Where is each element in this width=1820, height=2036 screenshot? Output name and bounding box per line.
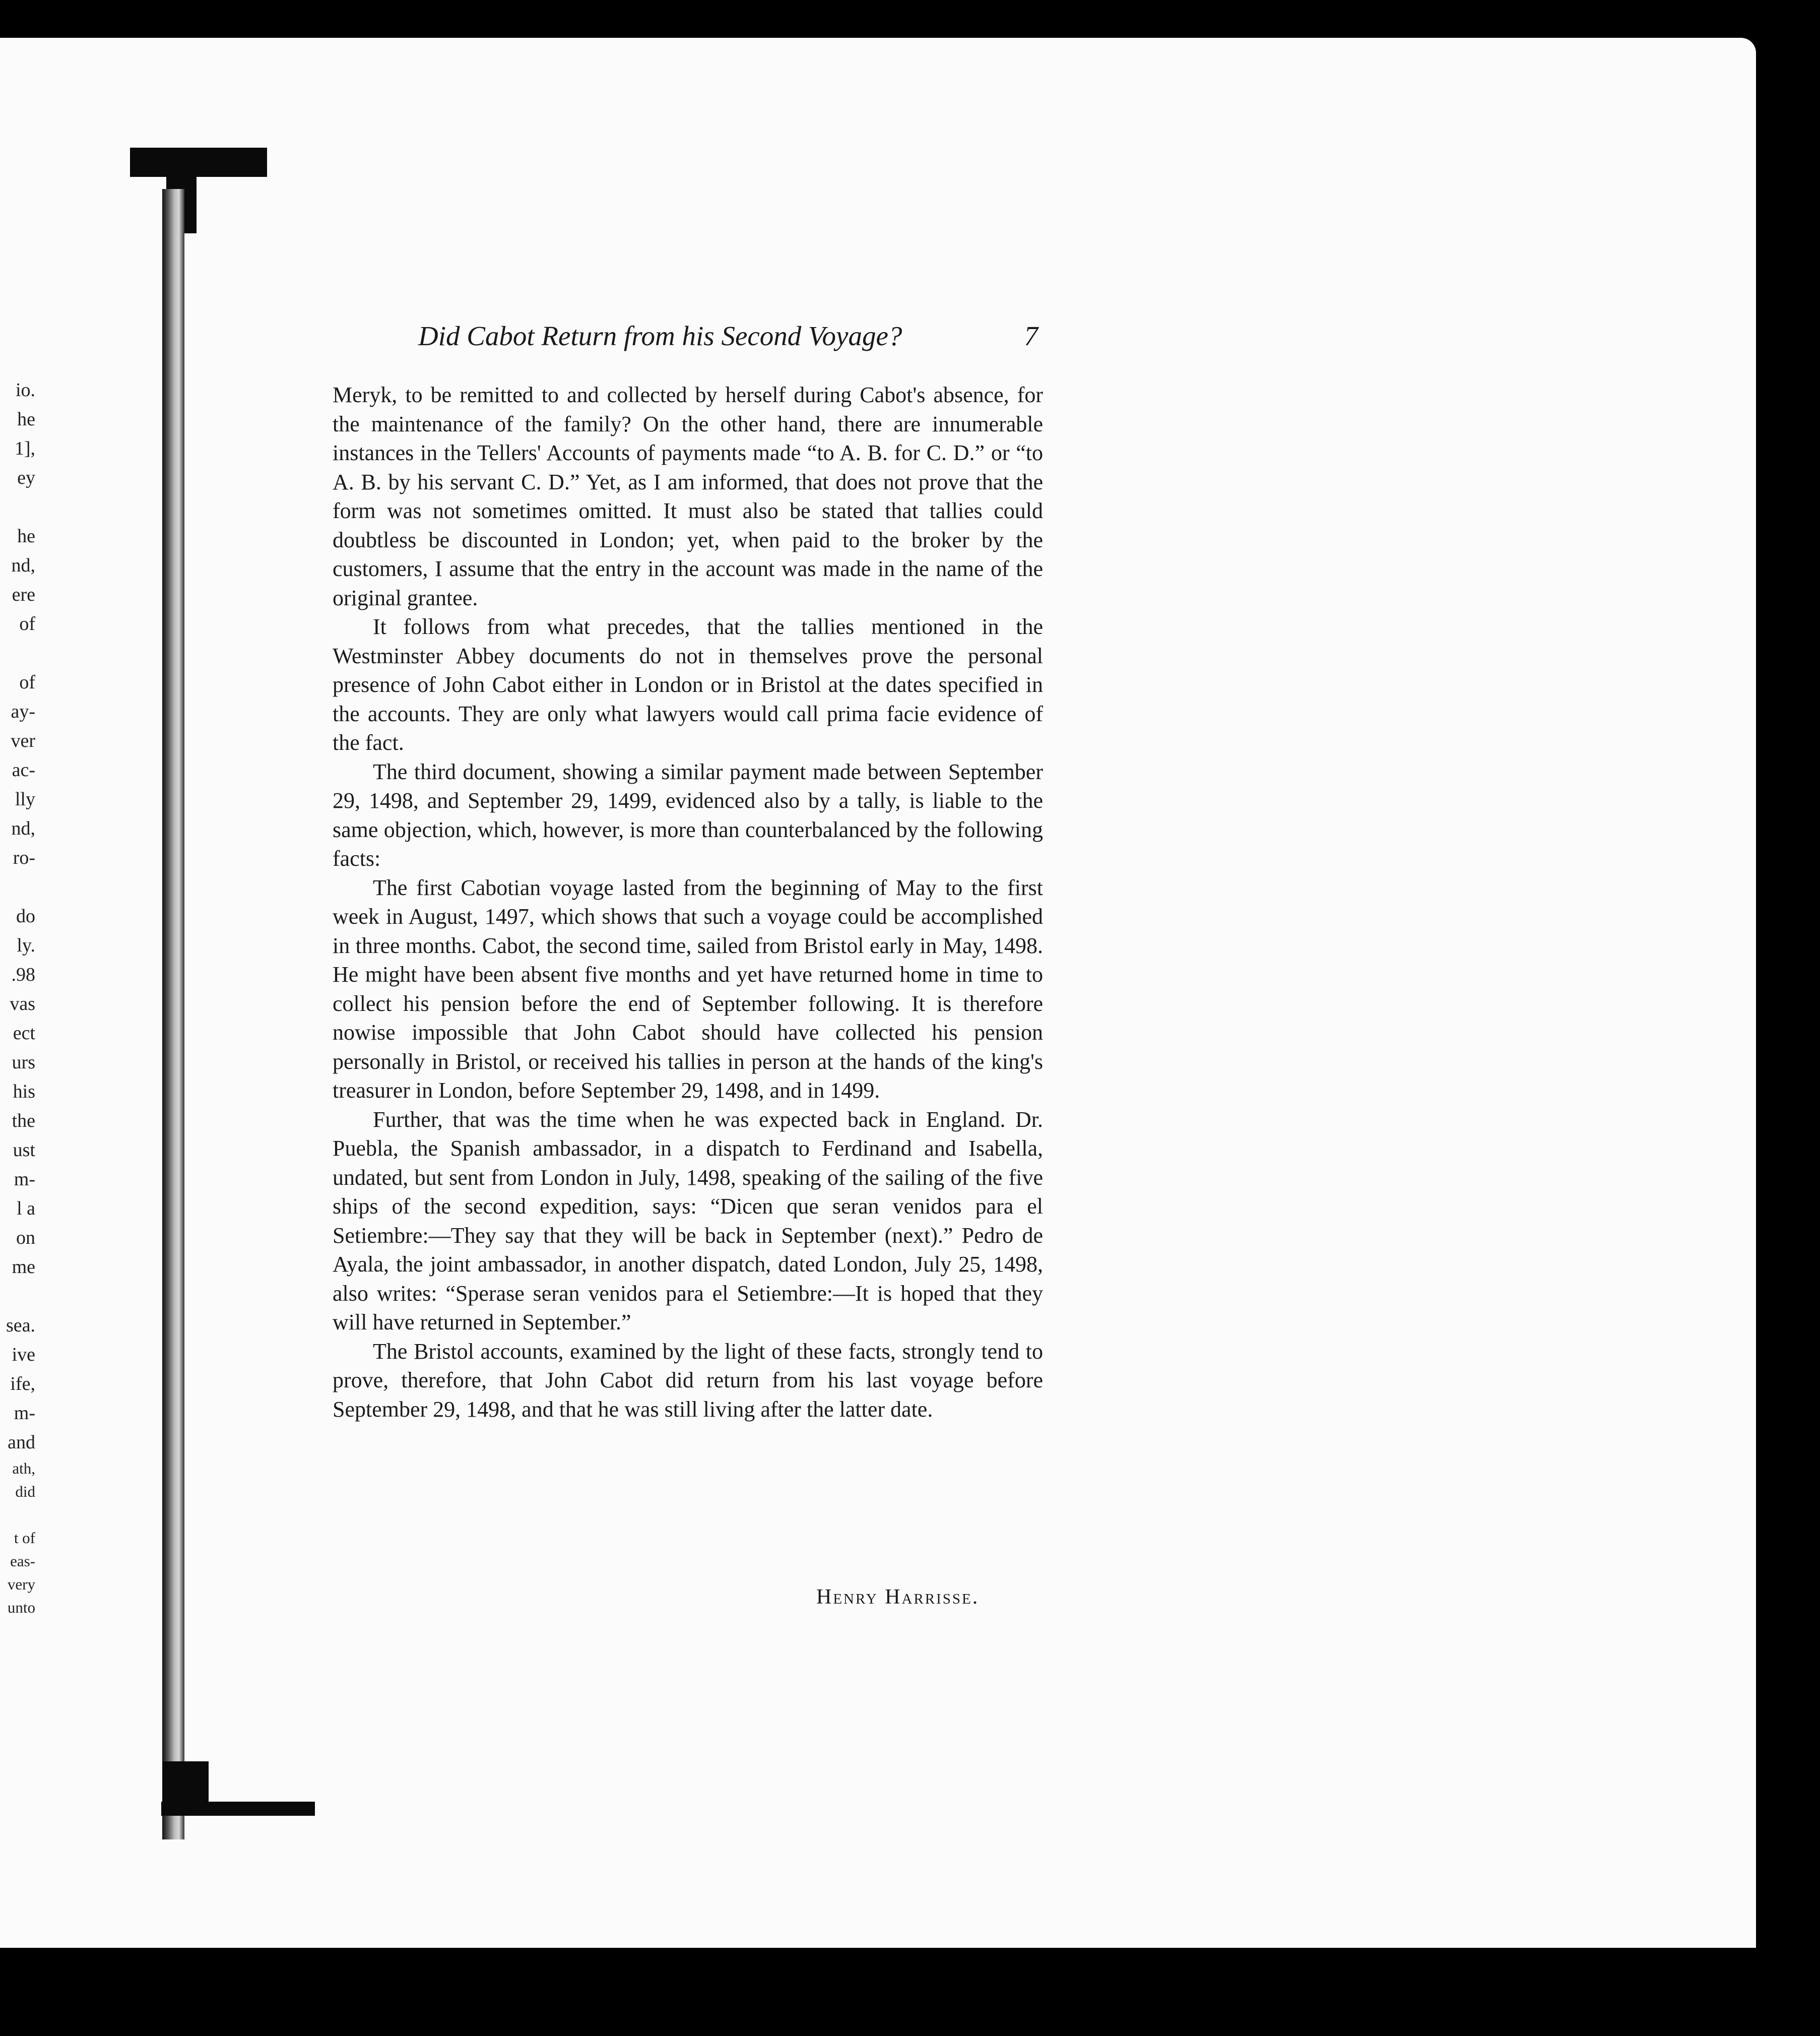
paragraph: Further, that was the time when he was expected back in England. Dr. Puebla, the Spanish ambassador, in a dispatch to Ferdinand and Isabella, undated, but sent from London in July, 1498, speaking of the sailing of the five ships of the second expedition, says: “Dicen que seran venidos para el Setiembre:—They say that they will be back in September (next).” Pedro de Ayala, the joint ambassador, in another dispatch, dated London, July 25, 1498, also writes: “Sperase seran venidos para el Setiembre:—It is hoped that they will have returned in September.”	[333, 1107, 1043, 1334]
fragment-line: urs	[12, 1052, 35, 1073]
fragment-line: ay-	[11, 701, 35, 722]
fragment-line: t of	[14, 1529, 35, 1547]
fragment-line: his	[13, 1081, 35, 1102]
fragment-line: on	[16, 1227, 35, 1248]
fragment-line	[0, 1282, 35, 1311]
fragment-line: nd,	[11, 818, 35, 839]
running-title: Did Cabot Return from his Second Voyage?	[418, 321, 902, 351]
fragment-line: ac-	[12, 759, 35, 781]
fragment-line: lly	[15, 789, 35, 810]
fragment-line	[0, 492, 35, 522]
fragment-line	[0, 639, 35, 668]
paragraph: The first Cabotian voyage lasted from the beginning of May to the first week in August, 1497, which shows that such a voyage could be accomplished in three months. Cabot, the second time, sailed from Bristol early in May, 1498. He might have been absent five months and yet have returned home in time to collect his pension before the end of September following. It is therefore nowise impossible that John Cabot should have collected his pension personally in Bristol, or received his tallies in person at the hands of the king's treasurer in London, before September 29, 1498, and in 1499.	[333, 875, 1043, 1103]
fragment-line: me	[12, 1256, 35, 1278]
fragment-line: vas	[10, 993, 35, 1014]
fragment-line: .98	[11, 964, 35, 985]
fragment-line: ife,	[10, 1373, 35, 1394]
fragment-line: did	[15, 1483, 35, 1500]
fragment-line: do	[16, 906, 35, 927]
fragment-line: of	[19, 672, 35, 693]
fragment-line: sea.	[6, 1315, 35, 1336]
binding-clamp-bottom	[161, 1802, 315, 1816]
fragment-line: unto	[7, 1599, 35, 1616]
fragment-line: ey	[17, 467, 35, 488]
fragment-line	[0, 1503, 35, 1526]
book-page	[0, 38, 1756, 1948]
facing-page-fragments	[0, 375, 35, 1619]
fragment-line: ly.	[17, 935, 35, 956]
fragment-line: m-	[14, 1403, 35, 1424]
paragraph: The Bristol accounts, examined by the light of these facts, strongly tend to prove, therefore, that John Cabot did return from his last voyage before September 29, 1498, and that he was still living after the latter date.	[333, 1339, 1043, 1422]
fragment-line: m-	[14, 1169, 35, 1190]
paragraph: It follows from what precedes, that the tallies mentioned in the Westminster Abbey documents do not in themselves prove the personal presence of John Cabot either in London or in Bristol at the dates specified in the accounts. They are only what lawyers would call prima facie evidence of the fact.	[333, 614, 1043, 755]
fragment-line: nd,	[11, 555, 35, 576]
fragment-line: eas-	[10, 1552, 35, 1570]
running-head	[418, 320, 1038, 360]
binding-gutter	[162, 189, 184, 1839]
fragment-line: very	[7, 1575, 35, 1593]
fragment-line: ro-	[13, 847, 35, 868]
fragment-line: io.	[15, 379, 35, 401]
fragment-line: the	[12, 1110, 35, 1131]
binding-clamp-top	[130, 148, 267, 177]
fragment-line: ath,	[12, 1459, 35, 1477]
fragment-line: ere	[12, 584, 35, 605]
fragment-line: l a	[17, 1198, 35, 1219]
fragment-line: he	[17, 526, 35, 547]
fragment-line: ect	[13, 1023, 35, 1044]
body-text	[333, 380, 1043, 1424]
page-number: 7	[1024, 321, 1038, 351]
paragraph: The third document, showing a similar payment made between September 29, 1498, and September 29, 1499, evidenced also by a tally, is liable to the same objection, which, however, is more than counterbalanced by the following facts:	[333, 759, 1043, 871]
fragment-line: 1],	[14, 438, 35, 459]
fragment-line: he	[17, 409, 35, 430]
paragraph: Meryk, to be remitted to and collected by herself during Cabot's absence, for the maintenance of the family? On the other hand, there are innumerable instances in the Tellers' Accounts of payments made “to A. B. for C. D.” or “to A. B. by his servant C. D.” Yet, as I am informed, that does not prove that the form was not sometimes omitted. It must also be stated that tallies could doubtless be discounted in London; yet, when paid to the broker by the customers, I assume that the entry in the account was made in the name of the original grantee.	[333, 383, 1043, 610]
fragment-line: ver	[11, 730, 35, 751]
fragment-line: of	[19, 613, 35, 634]
fragment-line: ust	[13, 1139, 35, 1161]
fragment-line	[0, 872, 35, 902]
author-signature: Henry Harrisse.	[816, 1585, 980, 1609]
fragment-line: and	[8, 1432, 35, 1453]
fragment-line: ive	[12, 1344, 35, 1365]
